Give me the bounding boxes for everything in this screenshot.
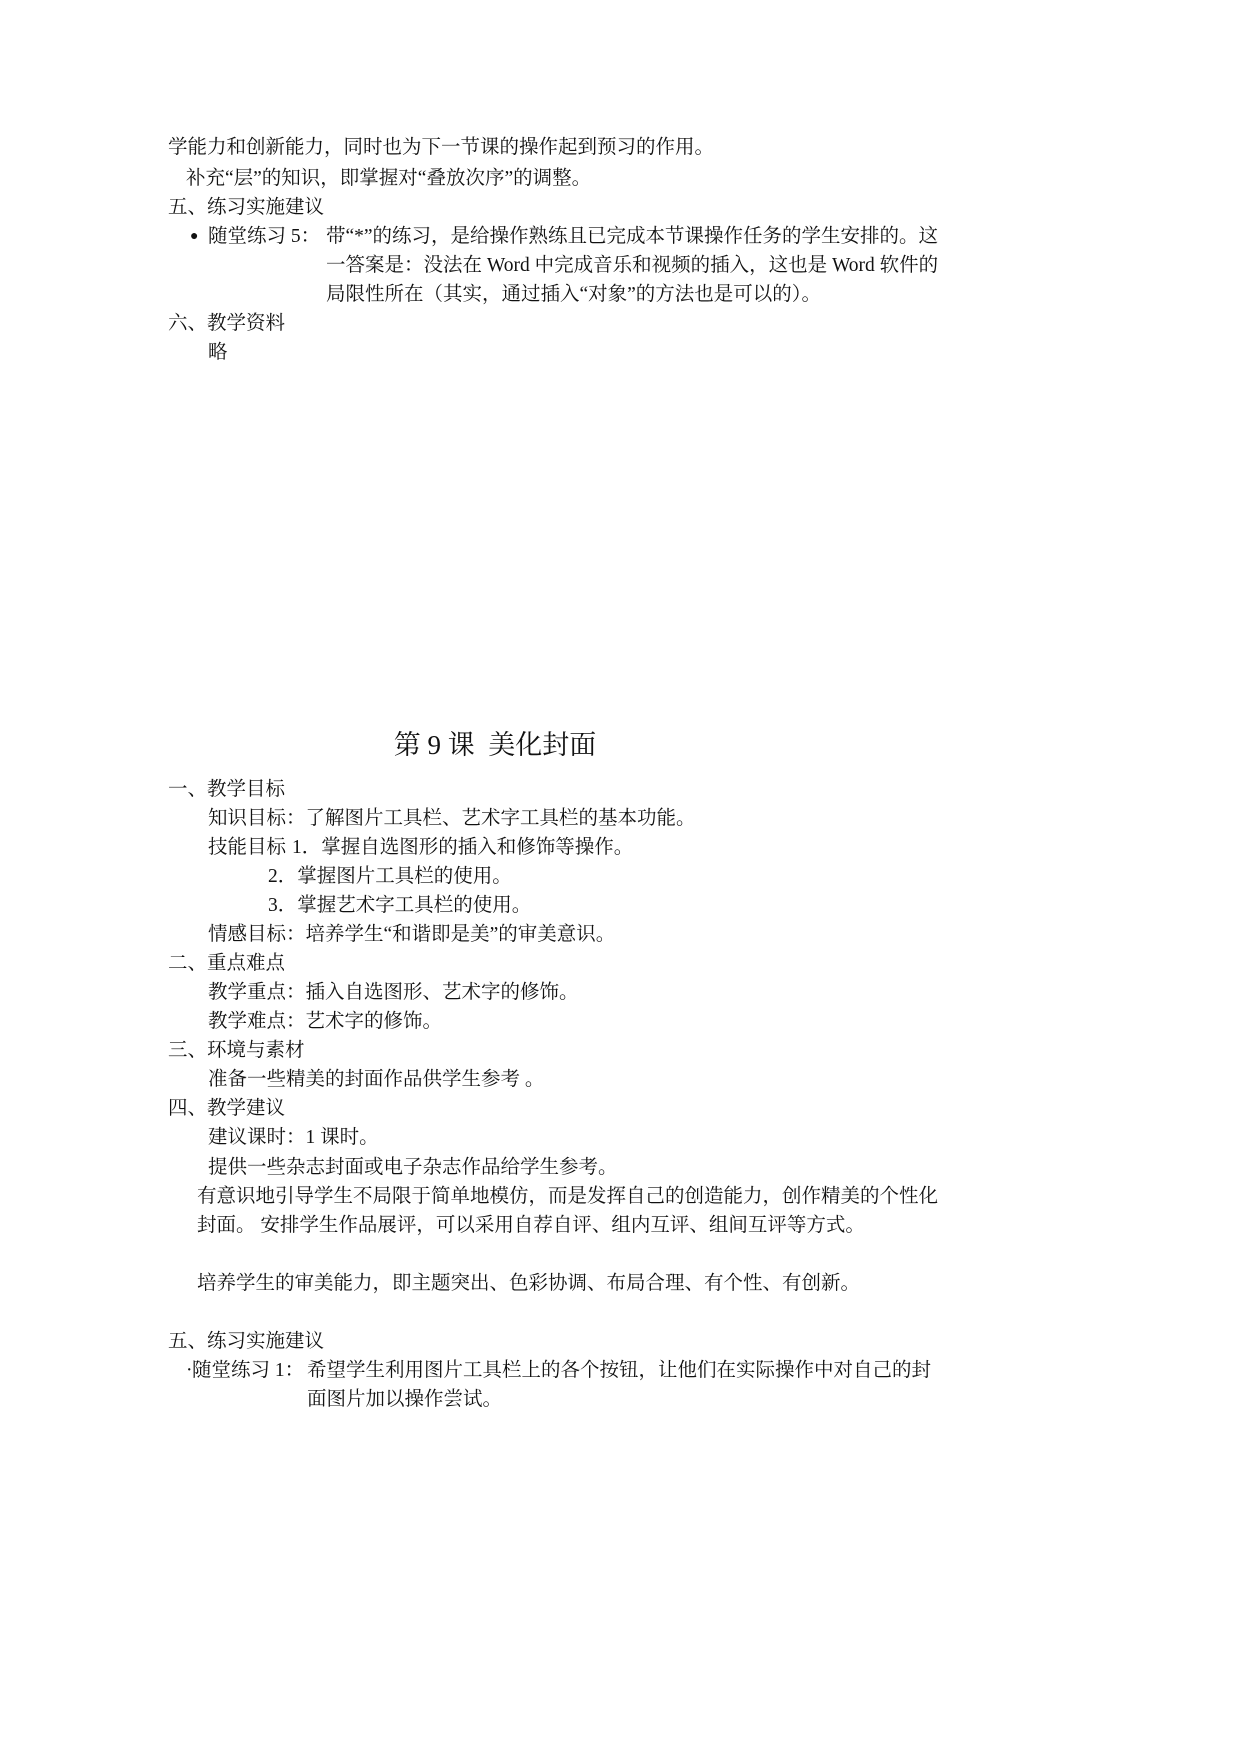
suggestion-line: 建议课时：1 课时。 xyxy=(208,1127,379,1148)
section-heading-environment: 三、环境与素材 xyxy=(168,1040,305,1061)
emotion-goal: 情感目标：培养学生“和谐即是美”的审美意识。 xyxy=(208,924,616,945)
skill-item: 1．掌握自选图形的插入和修饰等操作。 xyxy=(292,837,634,858)
section-heading-goals: 一、教学目标 xyxy=(168,779,286,800)
section-heading-materials: 六、教学资料 xyxy=(168,313,286,334)
knowledge-goal: 知识目标：了解图片工具栏、艺术字工具栏的基本功能。 xyxy=(208,808,696,829)
paragraph-line: 补充“层”的知识，即掌握对“叠放次序”的调整。 xyxy=(186,168,592,189)
suggestion-line: 有意识地引导学生不局限于简单地模仿，而是发挥自己的创造能力，创作精美的个性化 xyxy=(197,1186,939,1207)
practice-item-line: 局限性所在（其实，通过插入“对象”的方法也是可以的）。 xyxy=(326,284,822,305)
skill-item: 2．掌握图片工具栏的使用。 xyxy=(268,866,512,887)
suggestion-line: 提供一些杂志封面或电子杂志作品给学生参考。 xyxy=(208,1157,618,1178)
suggestion-line: 培养学生的审美能力，即主题突出、色彩协调、布局合理、有个性、有创新。 xyxy=(197,1273,861,1294)
lesson-title: 第 9 课 美化封面 xyxy=(393,730,597,760)
skills-goal-label: 技能目标 xyxy=(208,837,287,858)
practice-item-line: 希望学生利用图片工具栏上的各个按钮，让他们在实际操作中对自己的封 xyxy=(307,1360,932,1381)
section-heading-key-points: 二、重点难点 xyxy=(168,953,286,974)
suggestion-line: 封面。 安排学生作品展评，可以采用自荐自评、组内互评、组间互评等方式。 xyxy=(197,1215,865,1236)
practice-item-line: 一答案是：没法在 Word 中完成音乐和视频的插入，这也是 Word 软件的 xyxy=(326,255,939,276)
paragraph-line: 学能力和创新能力，同时也为下一节课的操作起到预习的作用。 xyxy=(168,137,715,158)
materials-text: 略 xyxy=(208,342,228,363)
skill-item: 3．掌握艺术字工具栏的使用。 xyxy=(268,895,532,916)
practice-item-line: 面图片加以操作尝试。 xyxy=(307,1389,503,1410)
section-heading-practice: 五、练习实施建议 xyxy=(168,197,325,218)
bullet-icon: · xyxy=(186,1360,193,1381)
practice-item-label: 随堂练习 1： xyxy=(192,1360,305,1381)
key-point-difficulty: 教学难点：艺术字的修饰。 xyxy=(208,1011,443,1032)
section-heading-practice: 五、练习实施建议 xyxy=(168,1331,325,1352)
skills-goal-row xyxy=(208,834,633,862)
environment-text: 准备一些精美的封面作品供学生参考 。 xyxy=(208,1069,545,1090)
practice-item-line: 带“*”的练习，是给操作熟练且已完成本节课操作任务的学生安排的。这 xyxy=(326,226,939,247)
section-heading-suggestions: 四、教学建议 xyxy=(168,1098,286,1119)
practice-item-label: 随堂练习 5： xyxy=(208,226,321,247)
key-point-focus: 教学重点：插入自选图形、艺术字的修饰。 xyxy=(208,982,579,1003)
bullet-icon: ● xyxy=(190,229,199,244)
